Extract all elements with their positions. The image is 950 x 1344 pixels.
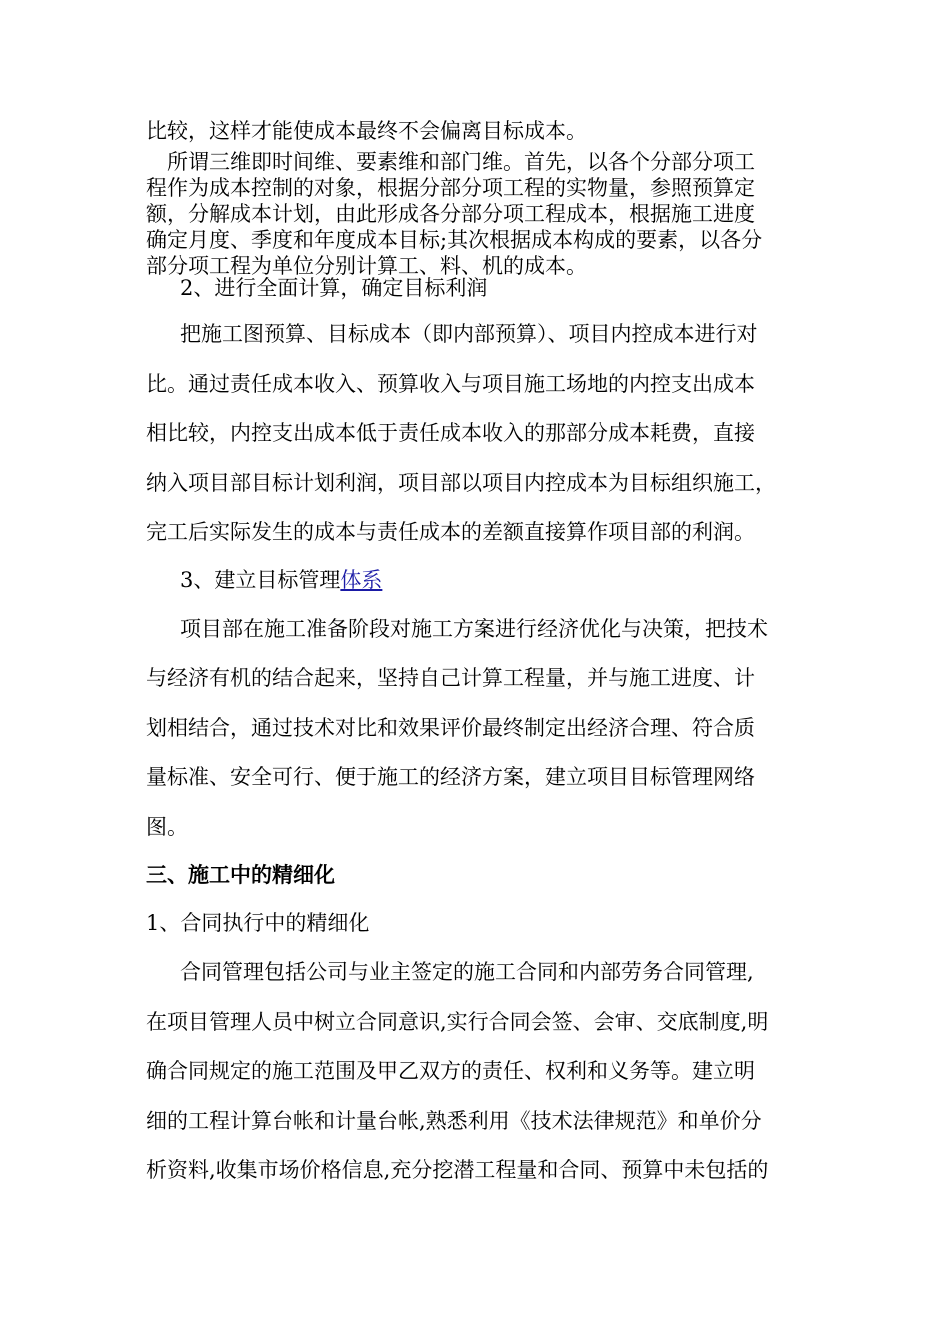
paragraph-line: 合同管理包括公司与业主签定的施工合同和内部劳务合同管理, bbox=[180, 960, 754, 984]
paragraph-line: 划相结合，通过技术对比和效果评价最终制定出经济合理、符合质 bbox=[146, 716, 755, 740]
chapter-heading: 三、施工中的精细化 bbox=[146, 862, 335, 887]
paragraph-line: 程作为成本控制的对象，根据分部分项工程的实物量，参照预算定 bbox=[146, 176, 755, 200]
paragraph-line: 确定月度、季度和年度成本目标;其次根据成本构成的要素，以各分 bbox=[146, 228, 763, 252]
section-heading bbox=[180, 568, 826, 592]
subsection-heading: 1、合同执行中的精细化 bbox=[146, 911, 370, 935]
section-heading: 2、进行全面计算，确定目标利润 bbox=[180, 276, 488, 300]
paragraph-line: 比较，这样才能使成本最终不会偏离目标成本。 bbox=[146, 119, 587, 143]
paragraph-line: 确合同规定的施工范围及甲乙双方的责任、权利和义务等。建立明 bbox=[146, 1059, 755, 1083]
paragraph-line: 析资料,收集市场价格信息,充分挖潜工程量和合同、预算中未包括的 bbox=[146, 1158, 769, 1182]
section-heading-text: 3、建立目标管理 bbox=[180, 568, 341, 592]
paragraph-line: 完工后实际发生的成本与责任成本的差额直接算作项目部的利润。 bbox=[146, 520, 755, 544]
paragraph-line: 部分项工程为单位分别计算工、料、机的成本。 bbox=[146, 254, 587, 278]
paragraph-line: 图。 bbox=[146, 815, 188, 839]
paragraph-line: 纳入项目部目标计划利润，项目部以项目内控成本为目标组织施工， bbox=[146, 471, 776, 495]
paragraph-line: 量标准、安全可行、便于施工的经济方案，建立项目目标管理网络 bbox=[146, 765, 755, 789]
paragraph-line: 所谓三维即时间维、要素维和部门维。首先，以各个分部分项工 bbox=[146, 150, 755, 174]
paragraph-line: 比。通过责任成本收入、预算收入与项目施工场地的内控支出成本 bbox=[146, 372, 755, 396]
paragraph-line: 把施工图预算、目标成本（即内部预算）、项目内控成本进行对 bbox=[180, 322, 758, 346]
section-heading-link[interactable]: 体系 bbox=[340, 568, 383, 592]
paragraph-line: 额，分解成本计划，由此形成各分部分项工程成本，根据施工进度 bbox=[146, 202, 755, 226]
paragraph-line: 项目部在施工准备阶段对施工方案进行经济优化与决策，把技术 bbox=[180, 617, 768, 641]
paragraph-line: 细的工程计算台帐和计量台帐,熟悉利用《技术法律规范》和单价分 bbox=[146, 1109, 762, 1133]
paragraph-line: 相比较，内控支出成本低于责任成本收入的那部分成本耗费，直接 bbox=[146, 421, 755, 445]
paragraph-line: 与经济有机的结合起来，坚持自己计算工程量，并与施工进度、计 bbox=[146, 666, 755, 690]
paragraph-line: 在项目管理人员中树立合同意识,实行合同会签、会审、交底制度,明 bbox=[146, 1010, 769, 1034]
